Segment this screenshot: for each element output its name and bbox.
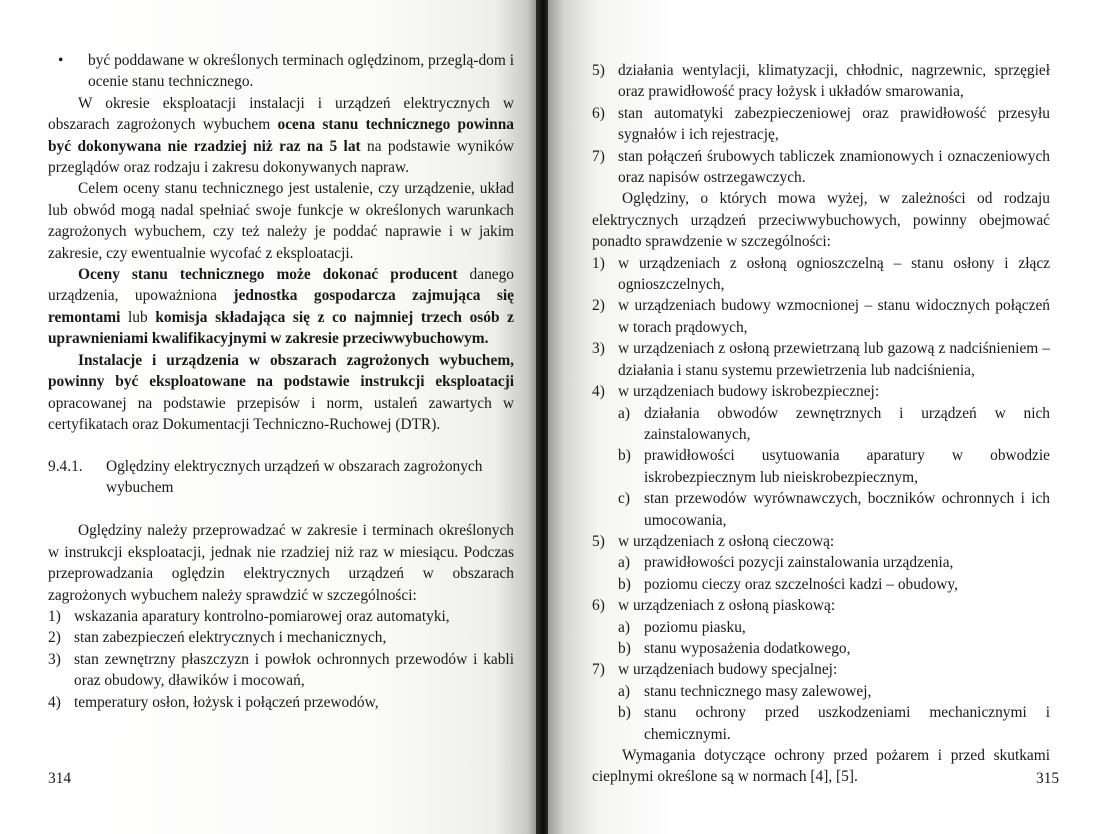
paragraph-fire-protection: Wymagania dotyczące ochrony przed pożarem i przed skutkami cieplnymi określone są w normach [4], [5]. bbox=[592, 747, 1050, 786]
list-item bbox=[48, 692, 514, 713]
paragraph-additional-checks: Oględziny, o których mowa wyżej, w zależności od rodzaju elektrycznych urządzeń przeciwwybuchowych, powinny obejmować ponadto sprawdzenie w szczególności: bbox=[592, 190, 1050, 251]
list-marker: b) bbox=[618, 447, 631, 465]
list-item bbox=[592, 338, 1050, 381]
list-item bbox=[592, 531, 1050, 552]
list-item-text: w urządzeniach budowy specjalnej: bbox=[618, 661, 838, 679]
list-item-text: prawidłowości usytuowania aparatury w obwodzie iskrobezpiecznym lub nieiskrobezpiecznym, bbox=[644, 447, 1050, 486]
text-run: lub bbox=[120, 308, 156, 326]
sub-list-item bbox=[592, 552, 1050, 573]
page-number-right: 315 bbox=[1036, 770, 1060, 787]
list-marker: b) bbox=[618, 704, 631, 722]
list-item bbox=[592, 595, 1050, 616]
list-item bbox=[592, 60, 1050, 103]
inspection-list bbox=[48, 606, 514, 713]
list-item-text: w urządzeniach budowy iskrobezpiecznej: bbox=[618, 383, 880, 401]
list-marker: b) bbox=[618, 639, 631, 657]
list-marker: 4) bbox=[48, 693, 61, 711]
list-marker: 5) bbox=[592, 532, 605, 550]
list-item-text: stanu ochrony przed uszkodzeniami mechanicznymi i chemicznymi. bbox=[644, 704, 1050, 743]
list-item bbox=[48, 649, 514, 692]
list-marker: a) bbox=[618, 618, 630, 636]
list-marker: 2) bbox=[48, 629, 61, 647]
list-marker: a) bbox=[618, 404, 630, 422]
list-item-text: stanu technicznego masy zalewowej, bbox=[644, 682, 872, 700]
bullet-text: być poddawane w określonych terminach oględzinom, przeglą-dom i ocenie stanu technicznego. bbox=[88, 52, 514, 91]
section-heading bbox=[48, 456, 514, 498]
list-item-text: stan automatyki zabezpieczeniowej oraz prawidłowość przesyłu sygnałów i ich rejestrację, bbox=[618, 104, 1050, 144]
page-number-left: 314 bbox=[48, 770, 72, 787]
inspection-list-continued bbox=[592, 60, 1050, 188]
list-marker: 2) bbox=[592, 297, 605, 315]
list-item bbox=[592, 253, 1050, 296]
list-item-text: działania obwodów zewnętrznych i urządzeń w nich zainstalowanych, bbox=[644, 404, 1050, 443]
list-marker: 7) bbox=[592, 147, 605, 165]
paragraph-assessor bbox=[48, 264, 514, 350]
list-marker: c) bbox=[618, 490, 630, 508]
bold-text: jednostka gospodarcza zajmująca się remontami bbox=[48, 287, 514, 326]
bold-text: komisja składająca się z co najmniej trzech osób z uprawnieniami kwalifikacyjnymi w zakresie przeciwwybuchowym. bbox=[48, 308, 514, 348]
text-run: na podstawie wyników przeglądów oraz rodzaju i zakresu dokonywanych napraw. bbox=[48, 137, 515, 177]
bullet-icon: • bbox=[58, 52, 64, 69]
bullet-item bbox=[48, 50, 514, 93]
paragraph-assessment-purpose: Celem oceny stanu technicznego jest ustalenie, czy urządzenie, układ lub obwód mogą nadal spełniać swoje funkcje w określonych warunkach zagrożonych wybuchem, czy też należy je poddać naprawie i w jakim zakresie, czy ewentualnie wycofać z eksploatacji. bbox=[48, 180, 514, 262]
paragraph-inspection-period bbox=[48, 93, 514, 179]
left-page bbox=[0, 0, 538, 834]
sub-list-item bbox=[592, 702, 1050, 745]
sub-list-item bbox=[592, 638, 1050, 659]
sub-list-item bbox=[592, 574, 1050, 595]
bold-text: Oceny stanu technicznego może dokonać producent bbox=[78, 266, 458, 284]
list-item-text: w urządzeniach z osłoną piaskową: bbox=[618, 597, 836, 615]
sub-list-item bbox=[592, 488, 1050, 531]
sub-list-item bbox=[592, 617, 1050, 638]
list-marker: 4) bbox=[592, 383, 605, 401]
list-marker: 1) bbox=[592, 254, 605, 272]
list-item-text: stan połączeń śrubowych tabliczek znamionowych i oznaczeniowych oraz napisów ostrzegawczych. bbox=[618, 147, 1050, 187]
right-page bbox=[548, 0, 1112, 834]
list-marker: a) bbox=[618, 682, 630, 700]
list-item-text: działania wentylacji, klimatyzacji, chłodnic, nagrzewnic, sprzęgieł oraz prawidłowość pracy łożysk i układów smarowania, bbox=[618, 62, 1050, 101]
list-item-text: w urządzeniach z osłoną cieczową: bbox=[618, 532, 835, 550]
list-marker: 5) bbox=[592, 62, 605, 79]
sub-list-item bbox=[592, 681, 1050, 702]
sub-list-item bbox=[592, 403, 1050, 446]
list-item-text: w urządzeniach budowy wzmocnionej – stanu widocznych połączeń w torach prądowych, bbox=[618, 297, 1050, 336]
list-item-text: stan zewnętrzny płaszczyzn i powłok ochronnych przewodów i kabli oraz obudowy, dławików i mocowań, bbox=[74, 650, 514, 690]
list-item bbox=[592, 295, 1050, 338]
explosion-proof-checks-list bbox=[592, 253, 1050, 745]
list-item-text: w urządzeniach z osłoną przewietrzaną lub gazową z nadciśnieniem – działania i stanu systemu przewietrzenia lub nadciśnienia, bbox=[618, 340, 1050, 379]
list-item-text: w urządzeniach z osłoną ognioszczelną – stanu osłony i złącz ognioszczelnych, bbox=[618, 254, 1050, 294]
list-item bbox=[592, 381, 1050, 402]
list-item-text: wskazania aparatury kontrolno-pomiarowej oraz automatyki, bbox=[74, 607, 450, 625]
list-marker: 6) bbox=[592, 597, 605, 615]
section-number: 9.4.1. bbox=[48, 458, 83, 476]
list-item bbox=[48, 627, 514, 648]
list-marker: a) bbox=[618, 554, 630, 572]
list-item bbox=[592, 103, 1050, 146]
left-page-text bbox=[48, 50, 514, 713]
list-item-text: stan przewodów wyrównawczych, boczników ochronnych i ich umocowania, bbox=[644, 490, 1050, 529]
list-item-text: prawidłowości pozycji zainstalowania urządzenia, bbox=[644, 554, 954, 572]
text-run: opracowanej na podstawie przepisów i norm, ustaleń zawartych w certyfikatach oraz Dokumentacji Techniczno-Ruchowej (DTR). bbox=[48, 394, 514, 433]
bold-text: ocena stanu technicznego powinna być dokonywana nie rzadziej niż raz na 5 lat bbox=[48, 116, 514, 155]
list-item-text: temperatury osłon, łożysk i połączeń przewodów, bbox=[74, 693, 379, 711]
list-marker: b) bbox=[618, 575, 631, 593]
right-page-text bbox=[592, 60, 1050, 788]
text-run: danego urządzenia, upoważniona bbox=[48, 266, 514, 305]
paragraph-operation-rules bbox=[48, 350, 514, 436]
list-item bbox=[48, 606, 514, 627]
paragraph-inspection-scope: Oględziny należy przeprowadzać w zakresie i terminach określonych w instrukcji eksploatacji, jednak nie rzadziej niż raz w miesiącu. Podczas przeprowadzania oględzin elektrycznych urządzeń w obszarach zagrożonych wybuchem należy sprawdzić w szczególności: bbox=[48, 522, 514, 604]
list-item-text: poziomu cieczy oraz szczelności kadzi – obudowy, bbox=[644, 575, 958, 593]
list-item-text: stanu wyposażenia dodatkowego, bbox=[644, 639, 851, 657]
list-marker: 3) bbox=[48, 650, 61, 668]
sub-list-item bbox=[592, 445, 1050, 488]
list-item-text: poziomu piasku, bbox=[644, 618, 746, 636]
list-marker: 3) bbox=[592, 340, 605, 358]
text-run: W okresie eksploatacji instalacji i urządzeń elektrycznych w obszarach zagrożonych wybuchem bbox=[48, 94, 514, 134]
list-marker: 6) bbox=[592, 104, 605, 122]
list-marker: 1) bbox=[48, 607, 61, 625]
list-item-text: stan zabezpieczeń elektrycznych i mechanicznych, bbox=[74, 629, 387, 647]
list-item bbox=[592, 659, 1050, 680]
list-marker: 7) bbox=[592, 661, 605, 679]
bold-text: Instalacje i urządzenia w obszarach zagrożonych wybuchem, powinny być eksploatowane na podstawie instrukcji eksploatacji bbox=[48, 351, 514, 391]
list-item bbox=[592, 146, 1050, 189]
section-title: Oględziny elektrycznych urządzeń w obszarach zagrożonych wybuchem bbox=[106, 458, 483, 497]
